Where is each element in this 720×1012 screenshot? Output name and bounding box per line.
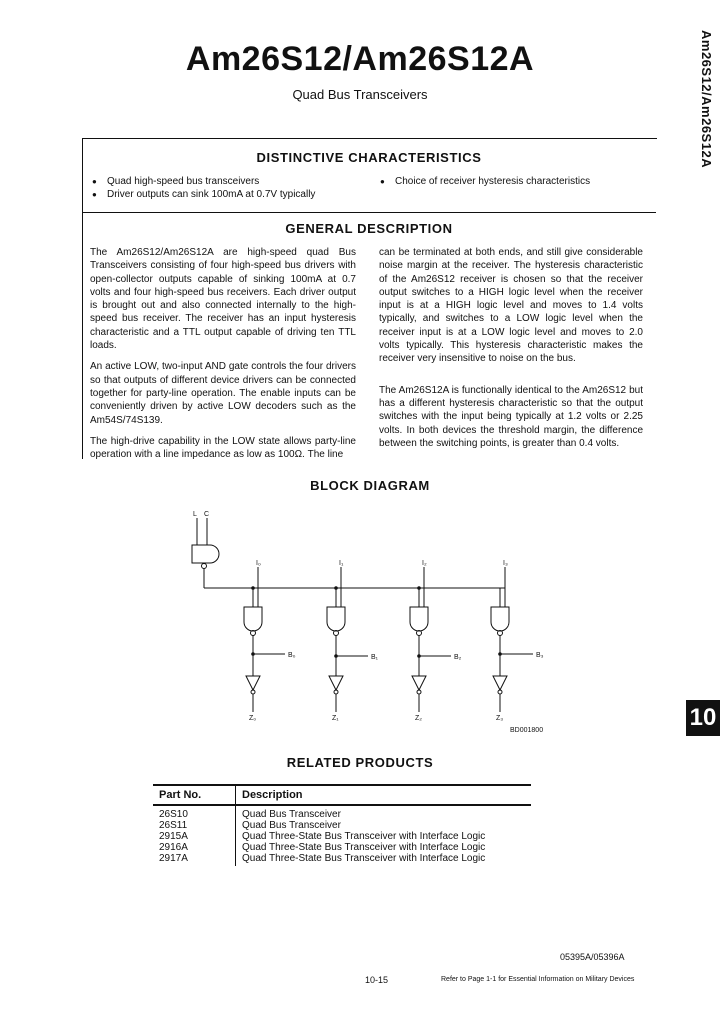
table-row (153, 842, 531, 853)
part-description: Quad Three-State Bus Transceiver with Interface Logic (242, 831, 486, 842)
part-number: 26S10 (153, 805, 236, 820)
channel-2 (410, 567, 451, 712)
paragraph: An active LOW, two-input AND gate controls the four drivers so that outputs of different device drivers can be connected together for party-line operation. The enable inputs can be conveniently driven by active LOW decoders such as the Am54S/74S139. (90, 361, 356, 426)
channel-1 (327, 567, 368, 712)
column-header: Part No. (153, 786, 236, 805)
part-number: 2917A (153, 853, 236, 866)
bus-label: B₃ (536, 652, 544, 659)
input-label: I₀ (256, 560, 261, 567)
table-row (153, 820, 531, 831)
output-label: Z₃ (496, 715, 504, 722)
doc-number: 05395A/05396A (560, 952, 625, 962)
enable-and-gate (192, 545, 219, 563)
paragraph: The high-drive capability in the LOW state allows party-line operation with a line impedance as low as 100Ω. The line (90, 435, 356, 461)
paragraph: The Am26S12/Am26S12A are high-speed quad Bus Transceivers consisting of four high-speed bus drivers with open-collector outputs capable of sinking 100mA at 0.7 volts and four high-speed bus receivers. Each driver output is brought out and also connected internally to the high-speed bus receiver. The receiver has an input hysteresis characteristic and a TTL output capable of driving ten TTL loads. (90, 247, 356, 352)
part-number: 2915A (153, 831, 236, 842)
page-number: 10-15 (365, 975, 389, 985)
output-label: Z₀ (249, 715, 257, 722)
input-label: I₂ (422, 560, 427, 567)
block-diagram-heading: BLOCK DIAGRAM (310, 478, 430, 493)
related-heading: RELATED PRODUCTS (286, 755, 434, 770)
page-title: Am26S12/Am26S12A (185, 40, 535, 78)
table-row (153, 853, 531, 866)
part-description: Quad Three-State Bus Transceiver with Interface Logic (242, 853, 486, 864)
channel-0 (244, 567, 285, 712)
table-row (153, 831, 531, 842)
paragraph: The Am26S12A is functionally identical to the Am26S12 but has a different hysteresis characteristic so that the output switches with the input being typically at 1.2 volts or 2.25 volts. In both devices the threshold margin, the difference between the switching points, is greater than 0.4 volts. (379, 384, 643, 449)
enable-inverter-bubble (202, 564, 207, 569)
column-header: Description (236, 786, 532, 805)
part-number: 2916A (153, 842, 236, 853)
channel-3 (491, 567, 533, 712)
part-number: 26S11 (153, 820, 236, 831)
output-label: Z₂ (415, 715, 422, 722)
enable-label: L (193, 511, 197, 518)
section-tab: 10 (686, 700, 720, 736)
table-header-row (153, 786, 531, 805)
general-heading: GENERAL DESCRIPTION (285, 221, 453, 236)
table-row (153, 805, 531, 820)
page-subtitle: Quad Bus Transceivers (292, 87, 428, 102)
bus-label: B₁ (371, 654, 379, 661)
input-label: I₃ (503, 560, 508, 567)
bullet-item: ● Quad high-speed bus transceivers (92, 175, 372, 188)
part-description: Quad Bus Transceiver (242, 820, 341, 831)
related-table-wrapper (153, 784, 531, 866)
bullet-item: ● Driver outputs can sink 100mA at 0.7V typically (92, 188, 372, 201)
distinctive-heading: DISTINCTIVE CHARACTERISTICS (256, 150, 482, 165)
related-products-table (153, 786, 531, 866)
military-note: Refer to Page 1-1 for Essential Information on Military Devices (441, 976, 635, 983)
bullet-item: ● Choice of receiver hysteresis characteristics (380, 175, 650, 188)
paragraph: can be terminated at both ends, and still give considerable noise margin at the receiver. The hysteresis characteristic of the Am26S12 receiver is chosen so that the receiver output switches to a HIGH logic level when the receiver input is at a HIGH logic level and moves to 1.4 volts typically, and switches to a LOW logic level when the receiver input is at a LOW logic level and moves to 2.0 volts typically. This hysteresis characteristic makes the receiver very insensitive to noise on the bus. (379, 247, 643, 365)
side-tab-title: Am26S12/Am26S12A (699, 30, 714, 169)
output-label: Z₁ (332, 715, 339, 722)
enable-label: C (204, 511, 210, 518)
bus-label: B₂ (454, 654, 462, 661)
part-description: Quad Bus Transceiver (242, 809, 341, 820)
bus-label: B₀ (288, 652, 296, 659)
part-description: Quad Three-State Bus Transceiver with Interface Logic (242, 842, 486, 853)
input-label: I₁ (339, 560, 344, 567)
figure-id: BD001800 (510, 727, 544, 734)
